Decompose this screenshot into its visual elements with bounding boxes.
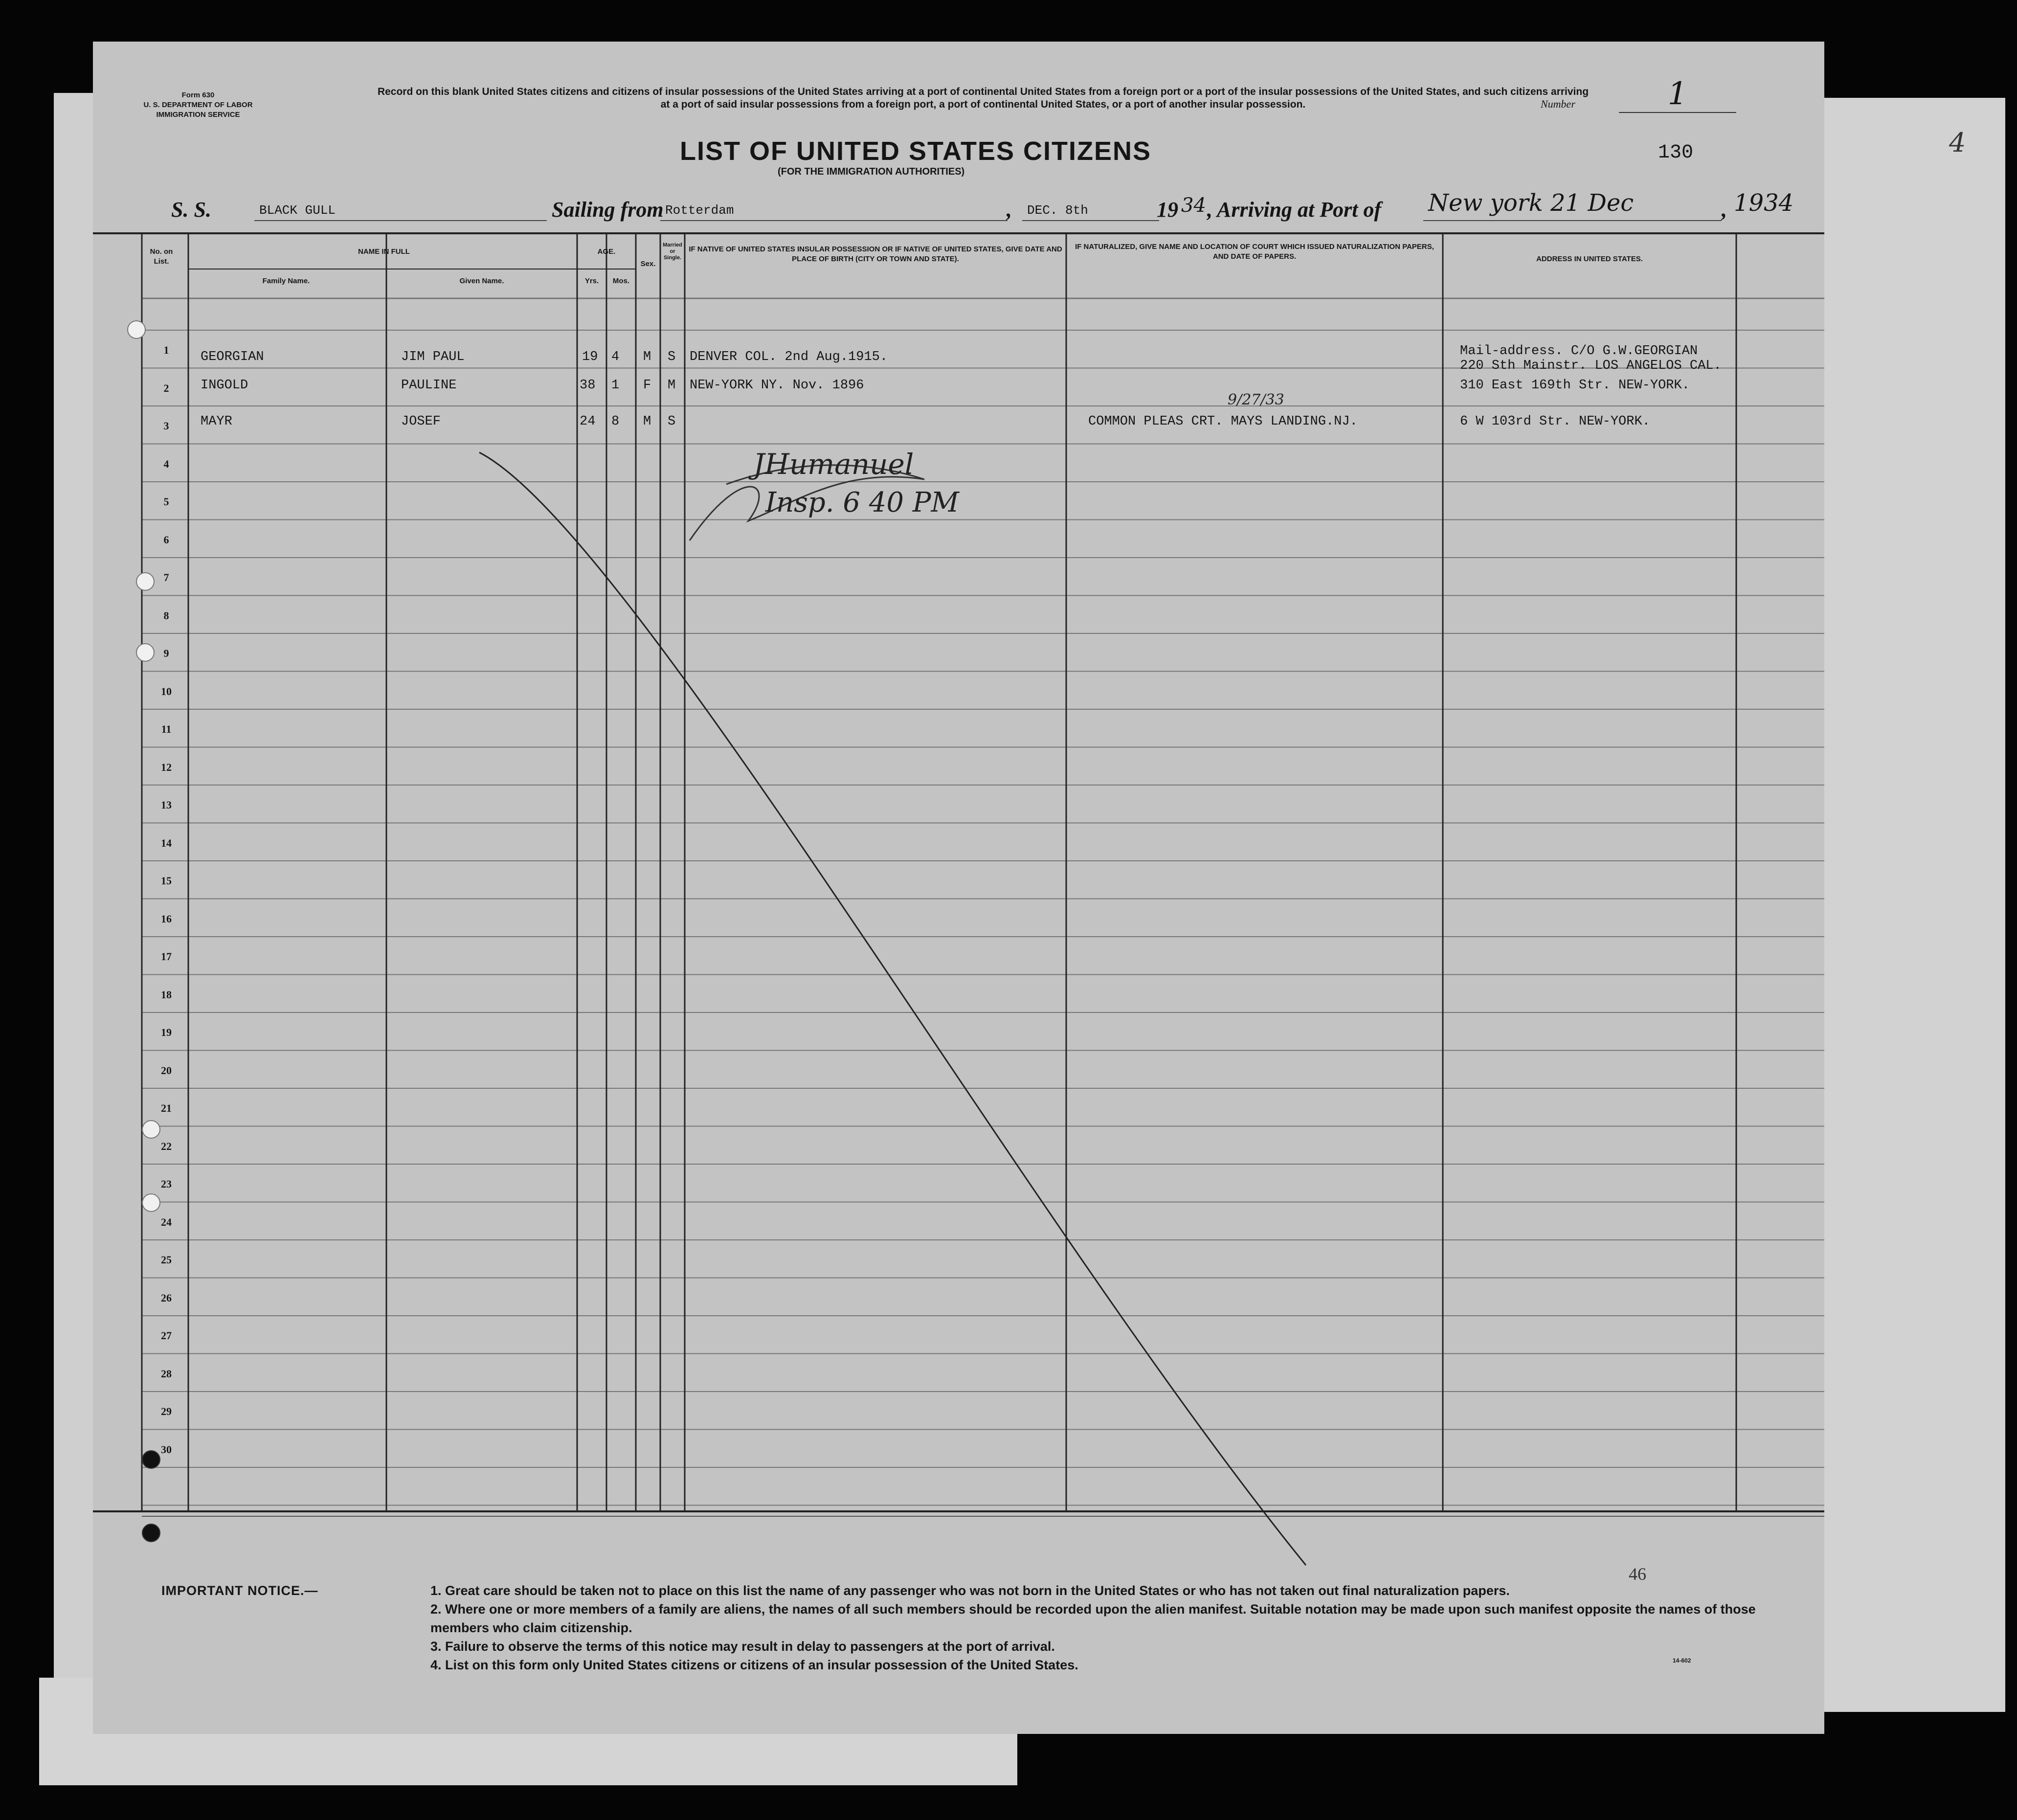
service: IMMIGRATION SERVICE — [156, 111, 240, 119]
number-value: 1 — [1619, 76, 1736, 113]
notice-item-4: 4. List on this form only United States citizens or citizens of an insular possession of the United States. — [430, 1658, 1078, 1672]
row-number: 28 — [161, 1367, 172, 1380]
row-number: 11 — [161, 723, 172, 735]
row-number: 7 — [163, 571, 169, 584]
address: 310 East 169th Str. NEW-YORK. — [1460, 378, 1690, 393]
sex: M — [643, 350, 651, 364]
page-number: 130 — [1658, 142, 1694, 164]
arrival-date: 21 Dec — [1550, 189, 1634, 217]
sex: M — [643, 414, 651, 429]
row-number: 8 — [163, 609, 169, 622]
inspection-note: Insp. 6 40 PM — [765, 487, 959, 518]
number-label: Number — [1541, 98, 1575, 110]
row-number: 5 — [163, 495, 169, 508]
row-number: 13 — [161, 799, 172, 811]
marital-status: S — [668, 350, 676, 364]
row-number: 29 — [161, 1405, 172, 1417]
inspector-signature: JHumanuel — [753, 448, 914, 481]
sailing-label: Sailing from — [547, 197, 669, 222]
family-name: GEORGIAN — [201, 350, 264, 364]
sex: F — [643, 378, 651, 393]
year-suffix: 34 — [1181, 194, 1206, 217]
col-mos: Mos. — [612, 277, 630, 285]
col-yrs: Yrs. — [584, 277, 599, 285]
row-number: 22 — [161, 1140, 172, 1152]
row-number: 19 — [161, 1026, 172, 1038]
comma-2: , — [1207, 198, 1212, 222]
cancellation-line — [479, 452, 1306, 1565]
age-years: 38 — [580, 378, 596, 393]
address: 6 W 103rd Str. NEW-YORK. — [1460, 414, 1650, 429]
form-title: LIST OF UNITED STATES CITIZENS — [680, 136, 1151, 166]
arriving-label: Arriving at Port of — [1217, 198, 1382, 222]
naturalization-court: COMMON PLEAS CRT. MAYS LANDING.NJ. — [1088, 414, 1358, 429]
sailing-from: Rotterdam — [660, 201, 1008, 221]
birth-details: NEW-YORK NY. Nov. 1896 — [690, 378, 864, 393]
row-number: 3 — [163, 420, 169, 432]
row-number: 10 — [161, 685, 172, 697]
col-sex: Sex. — [640, 260, 656, 268]
col-married: Married or Single. — [663, 242, 682, 261]
record-instructions: Record on this blank United States citizens and citizens of insular possessions of the United States arriving at a port of continental United States from a foreign port or a port of the insular possessions of the United States, and such citizens arriving at a port of said insular possessions from a foreign port, a port of continental United States, or a port of another insular possession. — [377, 86, 1589, 110]
col-address: ADDRESS IN UNITED STATES. — [1536, 255, 1643, 263]
department: U. S. DEPARTMENT OF LABOR — [143, 101, 253, 109]
birth-details: DENVER COL. 2nd Aug.1915. — [690, 350, 888, 364]
row-number: 9 — [163, 647, 169, 659]
margin-mark: 4 — [1949, 127, 1966, 158]
comma-3: , — [1722, 198, 1727, 222]
col-given-name: Given Name. — [459, 277, 504, 285]
row-number: 16 — [161, 912, 172, 925]
row-number: 23 — [161, 1178, 172, 1190]
binder-hole — [136, 643, 155, 662]
marital-status: M — [668, 378, 676, 393]
row-number: 26 — [161, 1291, 172, 1304]
ss-label: S. S. — [171, 198, 211, 222]
year-prefix: 19 — [1157, 198, 1178, 222]
sailing-date: DEC. 8th — [1022, 201, 1159, 221]
col-family-name: Family Name. — [262, 277, 310, 285]
arrival-year: 1934 — [1734, 189, 1794, 217]
sheet-number: 46 — [1629, 1564, 1646, 1584]
address-line-1: Mail-address. C/O G.W.GEORGIAN — [1460, 344, 1698, 359]
row-number: 30 — [161, 1443, 172, 1456]
col-no: No. on List. — [150, 247, 173, 266]
family-name: INGOLD — [201, 378, 248, 393]
family-name: MAYR — [201, 414, 232, 429]
arrival-port: New york — [1428, 189, 1543, 217]
row-number: 1 — [163, 344, 169, 356]
binder-hole — [142, 1120, 160, 1139]
row-number: 18 — [161, 988, 172, 1001]
row-number: 4 — [163, 457, 169, 470]
col-age: AGE. — [597, 247, 616, 256]
row-number: 21 — [161, 1102, 172, 1114]
binder-hole — [127, 320, 146, 339]
age-years: 24 — [580, 414, 596, 429]
marital-status: S — [668, 414, 676, 429]
row-number: 2 — [163, 382, 169, 394]
address-line-2: 220 Sth Mainstr. LOS ANGELOS CAL. — [1460, 359, 1722, 373]
row-number: 20 — [161, 1064, 172, 1077]
row-number: 12 — [161, 761, 172, 773]
row-number: 15 — [161, 875, 172, 887]
notice-item-3: 3. Failure to observe the terms of this notice may result in delay to passengers at the port of arrival. — [430, 1639, 1055, 1654]
comma-1: , — [1007, 198, 1012, 222]
binder-hole — [142, 1450, 160, 1469]
binder-hole — [142, 1193, 160, 1212]
row-number: 27 — [161, 1329, 172, 1342]
manifest-sheet — [93, 42, 1824, 1734]
row-number: 14 — [161, 836, 172, 849]
given-name: PAULINE — [401, 378, 457, 393]
age-months: 8 — [611, 414, 620, 429]
ship-name: BLACK GULL — [254, 201, 631, 221]
row-number: 24 — [161, 1215, 172, 1228]
col-name-in-full: NAME IN FULL — [358, 247, 410, 256]
age-months: 4 — [611, 350, 620, 364]
form-code: 14-602 — [1673, 1657, 1691, 1664]
row-number: 25 — [161, 1254, 172, 1266]
form-subtitle: (FOR THE IMMIGRATION AUTHORITIES) — [778, 166, 965, 177]
notice-label: IMPORTANT NOTICE.— — [161, 1583, 318, 1598]
given-name: JIM PAUL — [401, 350, 465, 364]
col-native: IF NATIVE OF UNITED STATES INSULAR POSSESSION OR IF NATIVE OF UNITED STATES, GIVE DATE AND PLACE OF BIRTH (CITY OR TOWN AND STATE). — [689, 245, 1062, 263]
age-months: 1 — [611, 378, 620, 393]
row-number: 6 — [163, 533, 169, 546]
naturalization-date: 9/27/33 — [1228, 391, 1284, 408]
binder-hole — [136, 572, 155, 591]
age-years: 19 — [582, 350, 598, 364]
col-naturalized: IF NATURALIZED, GIVE NAME AND LOCATION OF COURT WHICH ISSUED NATURALIZATION PAPERS, AND DATE OF PAPERS. — [1075, 243, 1434, 261]
given-name: JOSEF — [401, 414, 441, 429]
form-number: Form 630 — [181, 91, 215, 99]
row-number: 17 — [161, 950, 172, 963]
manifest-grid — [93, 42, 1824, 1734]
notice-item-1: 1. Great care should be taken not to place on this list the name of any passenger who was not born in the United States or who has not taken out final naturalization papers. — [430, 1583, 1510, 1598]
binder-hole — [142, 1524, 160, 1542]
notice-item-2: 2. Where one or more members of a family are aliens, the names of all such members should be recorded upon the alien manifest. Suitable notation may be made upon such manifest opposite the names of those members who claim citizenship. — [430, 1602, 1756, 1635]
